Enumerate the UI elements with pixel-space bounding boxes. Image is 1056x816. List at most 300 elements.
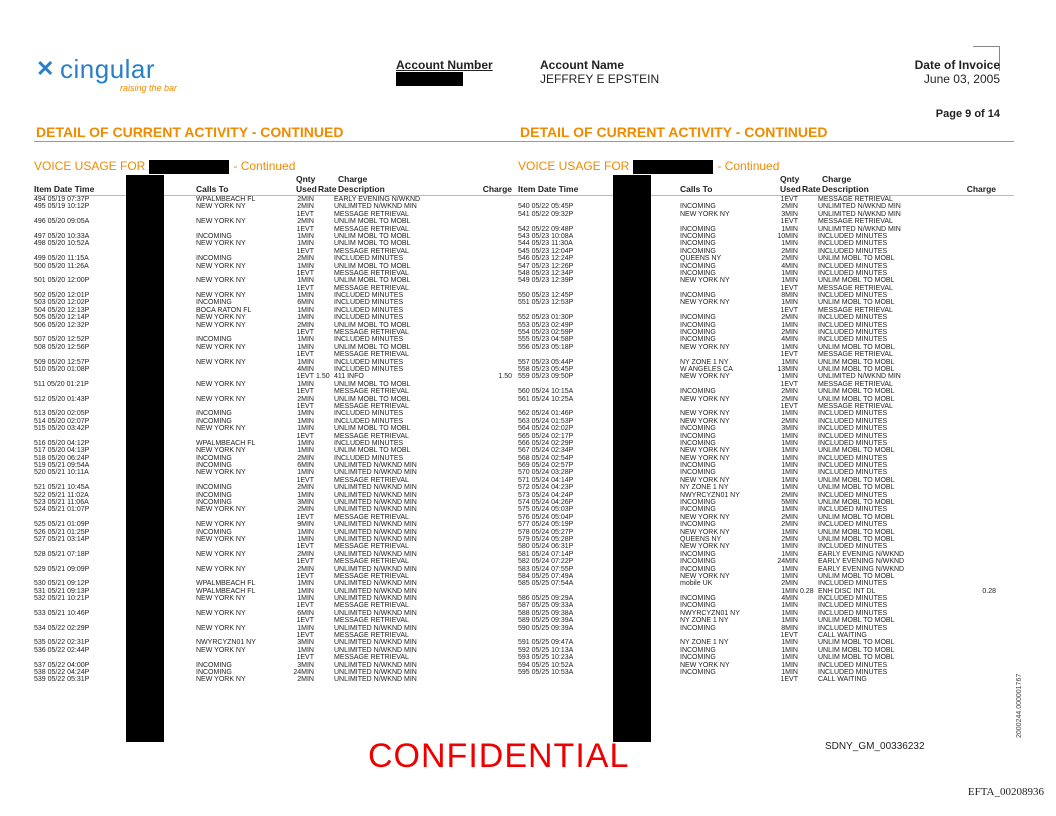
row-item: 555 05/23 04:58P [518, 336, 574, 344]
row-description: INCLUDED MINUTES [818, 543, 888, 551]
row-item: 512 05/20 01:43P [34, 395, 90, 403]
usage-row [518, 344, 1014, 351]
row-item: 548 05/23 12:34P [518, 269, 574, 277]
row-description: UNLIMITED N/WKND MIN [334, 624, 417, 632]
usage-row [518, 566, 1014, 573]
usage-row [34, 610, 530, 617]
row-item: 589 05/25 09:39A [518, 617, 574, 625]
row-description: MESSAGE RETRIEVAL [334, 572, 409, 580]
row-qnty: 1MIN [297, 343, 314, 351]
row-item: 502 05/20 12:01P [34, 292, 90, 300]
row-qnty: 1MIN [297, 380, 314, 388]
account-number-redaction [396, 72, 463, 86]
row-qnty: 1MIN [781, 587, 798, 595]
row-calls-to: NEW YORK NY [680, 417, 730, 425]
row-calls-to: NEW YORK NY [196, 218, 246, 226]
row-calls-to: NEW YORK NY [196, 595, 246, 603]
usage-row [518, 617, 1014, 624]
cingular-x-icon: ✕ [36, 56, 55, 81]
row-calls-to: INCOMING [680, 499, 716, 507]
row-description: INCLUDED MINUTES [334, 417, 404, 425]
usage-row [34, 566, 530, 573]
row-item: 592 05/25 10:13A [518, 646, 574, 654]
row-description: MESSAGE RETRIEVAL [334, 558, 409, 566]
row-item: 577 05/24 05:19P [518, 521, 574, 529]
row-item: 559 05/23 09:50P [518, 373, 574, 381]
row-item: 514 05/20 02:07P [34, 417, 90, 425]
row-item: 560 05/24 10:15A [518, 388, 574, 396]
row-calls-to: INCOMING [680, 203, 716, 211]
row-item: 535 05/22 02:31P [34, 639, 90, 647]
usage-row [518, 654, 1014, 661]
usage-row [518, 388, 1014, 395]
row-qnty: 1EVT [296, 402, 314, 410]
called-number-redaction [613, 175, 651, 742]
row-qnty: 1MIN [297, 587, 314, 595]
row-calls-to: NEW YORK NY [196, 624, 246, 632]
row-description: MESSAGE RETRIEVAL [818, 284, 893, 292]
row-description: UNLIM MOBL TO MOBL [818, 299, 895, 307]
row-qnty: 10MIN [777, 232, 798, 240]
row-item: 497 05/20 10:33A [34, 232, 90, 240]
row-description: UNLIMITED N/WKND MIN [334, 491, 417, 499]
row-item: 515 05/20 03:42P [34, 425, 90, 433]
usage-row [34, 492, 530, 499]
row-description: UNLIM MOBL TO MOBL [818, 535, 895, 543]
row-qnty: 3MIN [297, 499, 314, 507]
row-calls-to: INCOMING [680, 506, 716, 514]
row-item: 546 05/23 12:24P [518, 255, 574, 263]
row-qnty: 1EVT [780, 402, 798, 410]
row-calls-to: NEW YORK NY [680, 543, 730, 551]
row-rate: 1.50 [316, 373, 330, 381]
row-qnty: 5MIN [781, 499, 798, 507]
row-calls-to: NEW YORK NY [196, 676, 246, 684]
usage-row [518, 536, 1014, 543]
row-qnty: 1MIN [297, 624, 314, 632]
row-calls-to: INCOMING [196, 255, 232, 263]
row-item: 520 05/21 10:11A [34, 469, 89, 477]
row-item: 557 05/23 05:44P [518, 358, 574, 366]
voice-usage-prefix: VOICE USAGE FOR [518, 159, 630, 173]
row-item: 525 05/21 01:09P [34, 521, 90, 529]
row-description: UNLIM MOBL TO MOBL [334, 218, 411, 226]
row-calls-to: INCOMING [680, 669, 716, 676]
account-name-label: Account Name [540, 58, 625, 72]
row-calls-to: INCOMING [680, 225, 716, 233]
row-qnty: 1MIN [781, 462, 798, 470]
usage-row [34, 477, 530, 484]
row-description: INCLUDED MINUTES [334, 358, 404, 366]
efta-number: EFTA_00208936 [967, 786, 1044, 798]
row-calls-to: INCOMING [680, 247, 716, 255]
row-item: 494 05/19 07:37P [34, 196, 90, 203]
usage-row [518, 602, 1014, 609]
usage-row [34, 499, 530, 506]
row-qnty: 2MIN [781, 395, 798, 403]
row-item: 511 05/20 01:21P [34, 380, 89, 388]
usage-row [518, 211, 1014, 218]
row-calls-to: mobile UK [680, 580, 713, 588]
row-description: MESSAGE RETRIEVAL [334, 513, 409, 521]
usage-row [34, 270, 530, 277]
usage-row [518, 676, 1014, 683]
row-qnty: 1MIN [781, 432, 798, 440]
usage-row [34, 625, 530, 632]
row-description: MESSAGE RETRIEVAL [334, 432, 409, 440]
usage-row [34, 669, 530, 676]
row-item: 554 05/23 02:59P [518, 329, 574, 337]
row-qnty: 3MIN [781, 425, 798, 433]
row-item: 503 05/20 12:02P [34, 299, 90, 307]
row-qnty: 1MIN [781, 639, 798, 647]
row-calls-to: NEW YORK NY [196, 425, 246, 433]
row-calls-to: NEW YORK NY [680, 513, 730, 521]
row-qnty: 2MIN [781, 535, 798, 543]
row-item: 549 05/23 12:39P [518, 277, 574, 285]
row-qnty: 2MIN [781, 417, 798, 425]
row-item: 517 05/20 04:13P [34, 447, 90, 455]
row-calls-to: INCOMING [196, 454, 232, 462]
row-description: INCLUDED MINUTES [818, 439, 888, 447]
row-item: 573 05/24 04:24P [518, 491, 574, 499]
usage-row [34, 595, 530, 602]
row-qnty: 1MIN [781, 240, 798, 248]
row-description: MESSAGE RETRIEVAL [334, 210, 409, 218]
invoice-date: June 03, 2005 [923, 72, 1000, 86]
row-calls-to: NEW YORK NY [196, 343, 246, 351]
usage-row [518, 396, 1014, 403]
row-description: MESSAGE RETRIEVAL [334, 284, 409, 292]
row-description: MESSAGE RETRIEVAL [334, 388, 409, 396]
usage-row [518, 240, 1014, 247]
row-description: INCLUDED MINUTES [818, 240, 888, 248]
row-description: UNLIM MOBL TO MOBL [334, 240, 411, 248]
usage-row [34, 218, 530, 225]
row-qnty: 1MIN [297, 535, 314, 543]
row-qnty: 1MIN [781, 543, 798, 551]
row-calls-to: NY ZONE 1 NY [680, 358, 729, 366]
row-item: 513 05/20 02:05P [34, 410, 90, 418]
row-item: 552 05/23 01:30P [518, 314, 574, 322]
row-calls-to: INCOMING [680, 262, 716, 270]
row-item: 547 05/23 12:26P [518, 262, 574, 270]
row-calls-to: NY ZONE 1 NY [680, 484, 729, 492]
row-item: 558 05/23 05:45P [518, 365, 574, 373]
row-description: INCLUDED MINUTES [818, 506, 888, 514]
row-item: 585 05/25 07:54A [518, 580, 574, 588]
row-item: 509 05/20 12:57P [34, 358, 90, 366]
row-item: 580 05/24 06:31P [518, 543, 574, 551]
row-item: 595 05/25 10:53A [518, 669, 574, 676]
row-item: 556 05/23 05:18P [518, 343, 574, 351]
row-calls-to: WPALMBEACH FL [196, 439, 256, 447]
row-description: UNLIM MOBL TO MOBL [818, 365, 895, 373]
row-description: UNLIMITED N/WKND MIN [334, 565, 417, 573]
voice-usage-subtitle [34, 158, 530, 174]
row-qnty: 1MIN [781, 654, 798, 662]
usage-row [518, 359, 1014, 366]
usage-row [34, 514, 530, 521]
row-description: UNLIMITED N/WKND MIN [334, 669, 417, 676]
section-title: DETAIL OF CURRENT ACTIVITY - CONTINUED [518, 123, 1014, 142]
row-calls-to: INCOMING [680, 558, 716, 566]
usage-row [34, 551, 530, 558]
row-calls-to: NEW YORK NY [196, 521, 246, 529]
row-item: 583 05/24 07:55P [518, 565, 574, 573]
row-description: MESSAGE RETRIEVAL [334, 402, 409, 410]
row-qnty: 3MIN [297, 639, 314, 647]
row-description: UNLIM MOBL TO MOBL [334, 262, 411, 270]
row-qnty: 1MIN [297, 491, 314, 499]
row-qnty: 1MIN [781, 269, 798, 277]
row-description: MESSAGE RETRIEVAL [818, 218, 893, 226]
row-description: UNLIMITED N/WKND MIN [818, 225, 901, 233]
usage-row [34, 529, 530, 536]
row-calls-to: INCOMING [680, 602, 716, 610]
row-description: UNLIM MOBL TO MOBL [334, 343, 411, 351]
col-charge-top: Charge [822, 174, 852, 184]
row-calls-to: NEW YORK NY [196, 203, 246, 211]
row-description: UNLIM MOBL TO MOBL [818, 447, 895, 455]
row-calls-to: NEW YORK NY [196, 395, 246, 403]
row-qnty: 1MIN [297, 595, 314, 603]
usage-row [518, 433, 1014, 440]
usage-row [518, 366, 1014, 373]
row-calls-to: INCOMING [680, 425, 716, 433]
row-calls-to: INCOMING [680, 329, 716, 337]
row-calls-to: INCOMING [680, 550, 716, 558]
usage-row [34, 580, 530, 587]
usage-row [518, 410, 1014, 417]
row-description: MESSAGE RETRIEVAL [818, 196, 893, 203]
usage-row [518, 595, 1014, 602]
row-description: UNLIM MOBL TO MOBL [818, 255, 895, 263]
col-charge-top: Charge [338, 174, 368, 184]
row-calls-to: NEW YORK NY [680, 447, 730, 455]
col-calls-to: Calls To [196, 184, 229, 194]
col-description: Description [338, 184, 385, 194]
usage-row [518, 588, 1014, 595]
usage-row [518, 462, 1014, 469]
row-calls-to: NEW YORK NY [196, 535, 246, 543]
usage-row [518, 521, 1014, 528]
row-qnty: 2MIN [781, 521, 798, 529]
usage-row [34, 403, 530, 410]
row-description: UNLIMITED N/WKND MIN [334, 484, 417, 492]
row-qnty: 1EVT [296, 476, 314, 484]
row-description: INCLUDED MINUTES [818, 410, 888, 418]
row-item: 575 05/24 05:03P [518, 506, 574, 514]
row-qnty: 1MIN [781, 617, 798, 625]
row-qnty: 1MIN [297, 277, 314, 285]
col-charge: Charge [966, 184, 996, 194]
usage-row [518, 381, 1014, 388]
usage-row [34, 322, 530, 329]
usage-row [518, 418, 1014, 425]
row-calls-to: NEW YORK NY [680, 410, 730, 418]
usage-row [518, 248, 1014, 255]
row-calls-to: INCOMING [196, 669, 232, 676]
row-qnty: 1EVT [296, 632, 314, 640]
row-qnty: 1MIN [297, 439, 314, 447]
row-calls-to: NEW YORK NY [196, 321, 246, 329]
row-qnty: 1MIN [781, 225, 798, 233]
row-qnty: 2MIN [297, 565, 314, 573]
row-qnty: 1MIN [781, 506, 798, 514]
usage-row [518, 270, 1014, 277]
row-description: UNLIMITED N/WKND MIN [334, 528, 417, 536]
row-description: UNLIM MOBL TO MOBL [818, 654, 895, 662]
row-calls-to: INCOMING [680, 336, 716, 344]
row-description: INCLUDED MINUTES [334, 299, 404, 307]
row-description: UNLIMITED N/WKND MIN [334, 646, 417, 654]
row-calls-to: INCOMING [680, 469, 716, 477]
usage-row [518, 639, 1014, 646]
column-headers [34, 174, 530, 196]
row-item: 578 05/24 05:27P [518, 528, 574, 536]
row-qnty: 1MIN [297, 410, 314, 418]
usage-row [518, 469, 1014, 476]
row-qnty: 1MIN [781, 609, 798, 617]
row-item: 496 05/20 09:05A [34, 218, 90, 226]
row-description: ENH DISC INT DL [818, 587, 876, 595]
row-description: MESSAGE RETRIEVAL [334, 602, 409, 610]
row-description: UNLIMITED N/WKND MIN [334, 587, 417, 595]
phone-redaction [149, 160, 229, 174]
usage-row [34, 381, 530, 388]
row-description: UNLIMITED N/WKND MIN [818, 203, 901, 211]
row-item: 543 05/23 10:08A [518, 232, 574, 240]
row-qnty: 6MIN [297, 609, 314, 617]
col-calls-to: Calls To [680, 184, 713, 194]
usage-row [518, 263, 1014, 270]
row-calls-to: INCOMING [680, 439, 716, 447]
row-qnty: 1MIN [297, 336, 314, 344]
row-description: INCLUDED MINUTES [818, 595, 888, 603]
row-qnty: 2MIN [781, 329, 798, 337]
usage-row [34, 366, 530, 373]
row-qnty: 1EVT [780, 196, 798, 203]
row-description: INCLUDED MINUTES [818, 661, 888, 669]
row-qnty: 1EVT [296, 329, 314, 337]
row-item: 521 05/21 10:45A [34, 484, 90, 492]
usage-row [518, 307, 1014, 314]
row-item: 586 05/25 09:29A [518, 595, 574, 603]
row-calls-to: INCOMING [680, 565, 716, 573]
row-calls-to: NWYRCYZN01 NY [680, 609, 740, 617]
row-description: UNLIMITED N/WKND MIN [334, 676, 417, 684]
voice-usage-suffix: - Continued [717, 159, 780, 173]
row-item: 531 05/21 09:13P [34, 587, 90, 595]
row-item: 561 05/24 10:25A [518, 395, 574, 403]
row-calls-to: INCOMING [680, 654, 716, 662]
bates-number: SDNY_GM_00336232 [825, 741, 925, 752]
usage-row [34, 299, 530, 306]
row-qnty: 1MIN [297, 417, 314, 425]
row-qnty: 1EVT [780, 351, 798, 359]
row-item: 500 05/20 11:26A [34, 262, 89, 270]
usage-row [518, 285, 1014, 292]
row-qnty: 1EVT [296, 269, 314, 277]
row-qnty: 3MIN [781, 210, 798, 218]
row-calls-to: INCOMING [680, 292, 716, 300]
row-qnty: 24MIN [293, 669, 314, 676]
row-charge: 0.28 [982, 587, 996, 595]
row-calls-to: INCOMING [196, 299, 232, 307]
row-qnty: 2MIN [781, 314, 798, 322]
row-item: 529 05/21 09:09P [34, 565, 90, 573]
row-qnty: 6MIN [297, 462, 314, 470]
usage-row [34, 240, 530, 247]
usage-row [34, 211, 530, 218]
row-qnty: 1MIN [297, 580, 314, 588]
usage-row [518, 551, 1014, 558]
row-calls-to: INCOMING [196, 336, 232, 344]
usage-row [34, 558, 530, 565]
row-qnty: 1EVT [296, 388, 314, 396]
row-calls-to: WPALMBEACH FL [196, 196, 256, 203]
usage-row [518, 514, 1014, 521]
usage-row [34, 639, 530, 646]
usage-row [518, 477, 1014, 484]
row-qnty: 2MIN [297, 506, 314, 514]
row-description: UNLIM MOBL TO MOBL [818, 528, 895, 536]
row-qnty: 1MIN [781, 572, 798, 580]
row-qnty: 1MIN [781, 565, 798, 573]
row-item: 563 05/24 01:53P [518, 417, 574, 425]
row-description: INCLUDED MINUTES [818, 624, 888, 632]
row-qnty: 3MIN [297, 661, 314, 669]
logo-tagline: raising the bar [120, 83, 178, 93]
usage-row [518, 573, 1014, 580]
usage-row [518, 440, 1014, 447]
row-qnty: 1MIN [297, 292, 314, 300]
row-item: 590 05/25 09:39A [518, 624, 574, 632]
row-description: MESSAGE RETRIEVAL [818, 380, 893, 388]
row-description: INCLUDED MINUTES [818, 521, 888, 529]
row-description: INCLUDED MINUTES [334, 292, 404, 300]
row-description: MESSAGE RETRIEVAL [334, 617, 409, 625]
row-calls-to: QUEENS NY [680, 255, 722, 263]
row-item: 570 05/24 03:28P [518, 469, 574, 477]
row-qnty: 1EVT [296, 558, 314, 566]
row-qnty: 1MIN [297, 425, 314, 433]
row-item: 530 05/21 09:12P [34, 580, 90, 588]
row-qnty: 1MIN [297, 646, 314, 654]
row-item: 571 05/24 04:14P [518, 476, 574, 484]
row-rate: 0.28 [800, 587, 814, 595]
row-description: INCLUDED MINUTES [818, 247, 888, 255]
row-description: MESSAGE RETRIEVAL [334, 543, 409, 551]
row-calls-to: NEW YORK NY [196, 565, 246, 573]
row-item: 594 05/25 10:52A [518, 661, 574, 669]
row-calls-to: NEW YORK NY [680, 210, 730, 218]
usage-row [34, 440, 530, 447]
row-qnty: 2MIN [297, 203, 314, 211]
usage-row [34, 602, 530, 609]
row-description: UNLIM MOBL TO MOBL [818, 388, 895, 396]
usage-row [518, 329, 1014, 336]
row-calls-to: INCOMING [680, 646, 716, 654]
row-qnty: 4MIN [781, 595, 798, 603]
row-description: UNLIM MOBL TO MOBL [818, 617, 895, 625]
section-title: DETAIL OF CURRENT ACTIVITY - CONTINUED [34, 123, 530, 142]
usage-row [34, 233, 530, 240]
usage-row [518, 373, 1014, 380]
row-calls-to: INCOMING [680, 314, 716, 322]
row-description: INCLUDED MINUTES [334, 306, 404, 314]
